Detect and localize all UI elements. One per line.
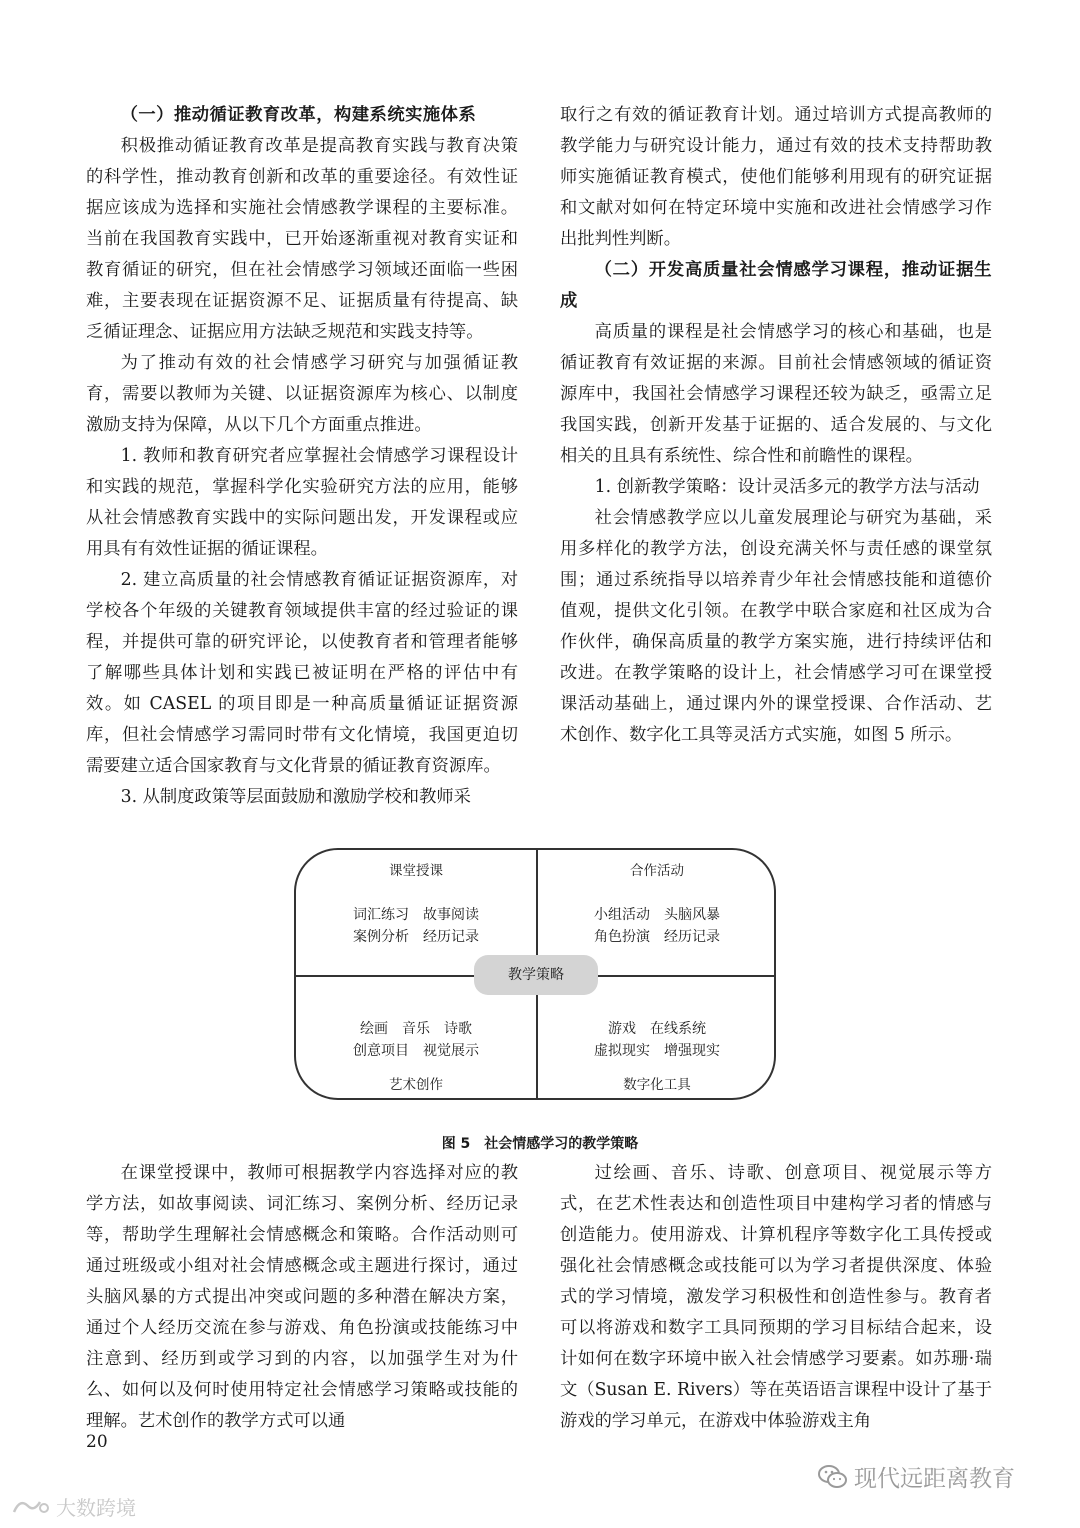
paragraph: 社会情感教学应以儿童发展理论与研究为基础，采用多样化的教学方法，创设充满关怀与责任感的课堂氛围；通过系统指导以培养青少年社会情感技能和道德价值观，提供文化引领。在教学中联合家庭和社区成为合作伙伴，确保高质量的教学方案实施，进行持续评估和改进。在教学策略的设计上，社会情感学习可在课堂授课活动基础上，通过课内外的课堂授课、合作活动、艺术创作、数字化工具等灵活方式实施，如图 5 所示。: [560, 508, 992, 745]
paragraph: 过绘画、音乐、诗歌、创意项目、视觉展示等方式，在艺术性表达和创造性项目中建构学习者的情感与创造能力。使用游戏、计算机程序等数字化工具传授或强化社会情感概念或技能可以为学习者提供深度、体验式的学习情境，激发学习积极性和创造性参与。教育者可以将游戏和数字工具同预期的学习目标结合起来，设计如何在数字环境中嵌入社会情感学习要素。如苏珊·瑞文（Susan E. Rivers）等在英语语言课程中设计了基于游戏的学习单元，在游戏中体验游戏主角: [560, 1163, 992, 1431]
paragraph: 3. 从制度政策等层面鼓励和激励学校和教师采: [120, 787, 471, 807]
quadrant-item-line: 虚拟现实 增强现实: [594, 1043, 720, 1059]
watermark-text: 大数跨境: [56, 1496, 136, 1520]
section-heading: （二）开发高质量社会情感学习课程，推动证据生成: [560, 260, 992, 311]
quadrant-items: [296, 904, 536, 948]
page-number: 20: [86, 1432, 108, 1452]
quadrant-items: [296, 1018, 536, 1062]
figure-center-label: 教学策略: [474, 955, 598, 995]
paragraph: 在课堂授课中，教师可根据教学内容选择对应的教学方法，如故事阅读、词汇练习、案例分析、经历记录等，帮助学生理解社会情感概念和策略。合作活动则可通过班级或小组对社会情感概念或主题进行探讨，通过头脑风暴的方式提出冲突或问题的多种潜在解决方案，通过个人经历交流在参与游戏、角色扮演或技能练习中注意到、经历到或学习到的内容，以加强学生对为什么、如何以及何时使用特定社会情感学习策略或技能的理解。艺术创作的教学方式可以通: [86, 1163, 518, 1431]
paragraph: 为了推动有效的社会情感学习研究与加强循证教育，需要以教师为关键、以证据资源库为核心、以制度激励支持为保障，从以下几个方面重点推进。: [86, 353, 518, 435]
right-column-bottom: [560, 1158, 992, 1437]
watermark-wechat: [818, 1460, 1015, 1493]
paragraph: 2. 建立高质量的社会情感教育循证证据资源库，对学校各个年级的关键教育领域提供丰富的经过验证的课程，并提供可靠的研究评论，以使教育者和管理者能够了解哪些具体计划和实践已被证明在严格的评估中有效。如 CASEL 的项目即是一种高质量循证证据资源库，但社会情感学习需同时带有文化情境，我国更迫切需要建立适合国家教育与文化背景的循证教育资源库。: [86, 570, 518, 776]
quadrant-item-line: 绘画 音乐 诗歌: [360, 1021, 472, 1037]
quadrant-title: 课堂授课: [389, 863, 443, 879]
brand-logo-icon: [10, 1496, 50, 1518]
paragraph: 1. 教师和教育研究者应掌握社会情感学习课程设计和实践的规范，掌握科学化实验研究方法的应用，能够从社会情感教育实践中的实际问题出发，开发课程或应用具有有效性证据的循证课程。: [86, 446, 518, 559]
quadrant-item-line: 词汇练习 故事阅读: [353, 907, 479, 923]
left-column-top: [86, 100, 518, 813]
figure-caption: 图 5 社会情感学习的教学策略: [441, 1136, 639, 1152]
paragraph: 取行之有效的循证教育计划。通过培训方式提高教师的教学能力与研究设计能力，通过有效的技术支持帮助教师实施循证教育模式，使他们能够利用现有的研究证据和文献对如何在特定环境中实施和改进社会情感学习作出批判性判断。: [560, 105, 992, 249]
paragraph: 高质量的课程是社会情感学习的核心和基础，也是循证教育有效证据的来源。目前社会情感领域的循证资源库中，我国社会情感学习课程还较为缺乏，亟需立足我国实践，创新开发基于证据的、适合发展的、与文化相关的且具有系统性、综合性和前瞻性的课程。: [560, 322, 992, 466]
quadrant-items: [537, 904, 777, 948]
wechat-icon: [818, 1464, 848, 1490]
right-column-top: [560, 100, 992, 751]
quadrant-item-line: 角色扮演 经历记录: [594, 929, 720, 945]
left-column-bottom: [86, 1158, 518, 1437]
quadrant-item-line: 小组活动 头脑风暴: [594, 907, 720, 923]
paragraph: 积极推动循证教育改革是提高教育实践与教育决策的科学性，推动教育创新和改革的重要途径。有效性证据应该成为选择和实施社会情感教学课程的主要标准。当前在我国教育实践中，已开始逐渐重视对教育实证和教育循证的研究，但在社会情感学习领域还面临一些困难，主要表现在证据资源不足、证据质量有待提高、缺乏循证理念、证据应用方法缺乏规范和实践支持等。: [86, 136, 518, 342]
quadrant-item-line: 案例分析 经历记录: [353, 929, 479, 945]
teaching-strategy-figure: [294, 848, 776, 1100]
quadrant-items: [537, 1018, 777, 1062]
watermark-text: 现代远距离教育: [854, 1466, 1015, 1492]
quadrant-item-line: 创意项目 视觉展示: [353, 1043, 479, 1059]
paragraph: 1. 创新教学策略：设计灵活多元的教学方法与活动: [594, 477, 980, 497]
quadrant-title: 艺术创作: [389, 1077, 443, 1093]
section-heading: （一）推动循证教育改革，构建系统实施体系: [120, 105, 477, 125]
watermark-brand: [10, 1492, 136, 1521]
quadrant-title: 合作活动: [630, 863, 684, 879]
quadrant-title: 数字化工具: [623, 1077, 691, 1093]
quadrant-item-line: 游戏 在线系统: [608, 1021, 706, 1037]
